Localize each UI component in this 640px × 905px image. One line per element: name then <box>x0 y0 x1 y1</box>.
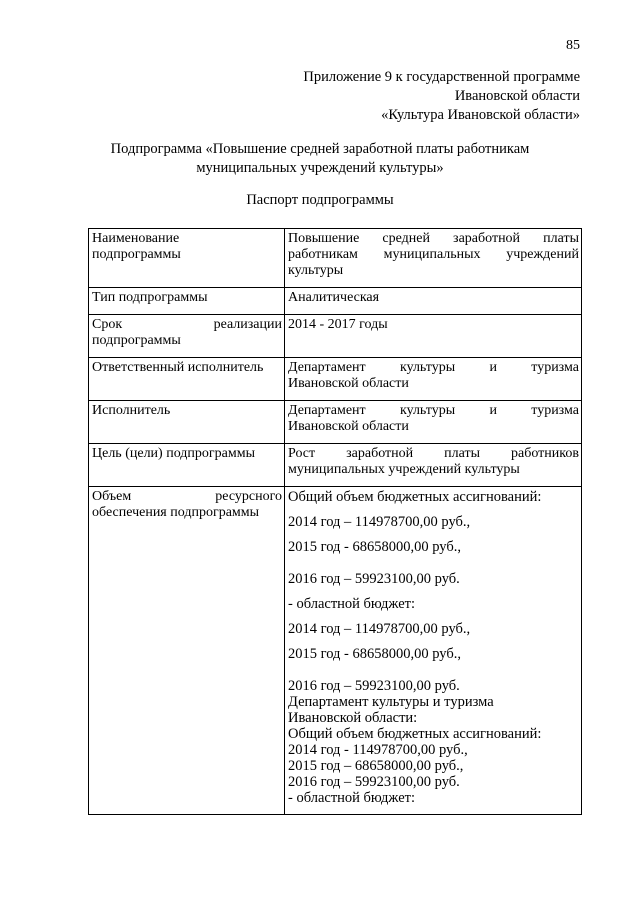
value-line: Повышение средней заработной платы <box>288 231 579 246</box>
passport-table <box>88 228 582 815</box>
label-line: подпрограммы <box>92 333 181 348</box>
funding-line: 2015 год - 68658000,00 руб., <box>288 646 461 662</box>
value-line: Ивановской области <box>288 376 409 391</box>
funding-value <box>285 487 582 815</box>
label-line: Наименование <box>92 231 180 246</box>
subprogram-title-line: Подпрограмма «Повышение средней заработной платы работникам <box>110 141 530 157</box>
label-line: Ответственный исполнитель <box>92 360 264 375</box>
value-line: Департамент культуры и туризма <box>288 403 579 418</box>
value-line: Аналитическая <box>288 290 380 305</box>
row-value <box>285 401 582 444</box>
funding-line: 2015 год - 68658000,00 руб., <box>288 539 461 555</box>
table-row-funding <box>89 487 582 815</box>
funding-line: 2014 год - 114978700,00 руб., <box>288 742 468 758</box>
label-line: Исполнитель <box>92 403 171 418</box>
row-label <box>89 444 285 487</box>
value-line: Рост заработной платы работников <box>288 446 579 461</box>
row-label <box>89 288 285 315</box>
value-line: культуры <box>288 263 344 278</box>
funding-line: - областной бюджет: <box>288 790 416 806</box>
value-line: 2014 - 2017 годы <box>288 317 388 332</box>
funding-line: Ивановской области: <box>288 710 418 726</box>
table-row <box>89 444 582 487</box>
label-line: Объем ресурсного <box>92 489 282 504</box>
funding-line: 2016 год – 59923100,00 руб. <box>288 571 460 587</box>
funding-line: - областной бюджет: <box>288 596 416 612</box>
row-value <box>285 444 582 487</box>
row-value <box>285 229 582 288</box>
subprogram-title <box>60 140 580 178</box>
value-line: муниципальных учреждений культуры <box>288 462 520 477</box>
table-row <box>89 315 582 358</box>
value-line: работникам муниципальных учреждений <box>288 247 579 262</box>
funding-line: 2014 год – 114978700,00 руб., <box>288 621 471 637</box>
label-line: обеспечения подпрограммы <box>92 505 260 520</box>
funding-line: Департамент культуры и туризма <box>288 694 494 710</box>
funding-line: 2015 год – 68658000,00 руб., <box>288 758 464 774</box>
label-line: Срок реализации <box>92 317 282 332</box>
label-line: подпрограммы <box>92 247 181 262</box>
table-row <box>89 358 582 401</box>
funding-line: 2016 год – 59923100,00 руб. <box>288 678 460 694</box>
funding-line: Общий объем бюджетных ассигнований: <box>288 489 542 505</box>
passport-title: Паспорт подпрограммы <box>246 192 394 208</box>
subprogram-title-line: муниципальных учреждений культуры» <box>196 160 444 176</box>
row-label <box>89 315 285 358</box>
funding-line: 2014 год – 114978700,00 руб., <box>288 514 471 530</box>
row-label <box>89 229 285 288</box>
row-value <box>285 358 582 401</box>
row-value <box>285 288 582 315</box>
funding-line: Общий объем бюджетных ассигнований: <box>288 726 542 742</box>
funding-line: 2016 год – 59923100,00 руб. <box>288 774 460 790</box>
appendix-line: Ивановской области <box>454 88 580 104</box>
appendix-line: Приложение 9 к государственной программе <box>303 69 580 85</box>
row-label <box>89 487 285 815</box>
appendix-line: «Культура Ивановской области» <box>381 107 580 123</box>
label-line: Цель (цели) подпрограммы <box>92 446 255 461</box>
row-label <box>89 401 285 444</box>
table-row <box>89 401 582 444</box>
value-line: Ивановской области <box>288 419 409 434</box>
row-value <box>285 315 582 358</box>
appendix-header <box>303 68 580 125</box>
table-row <box>89 288 582 315</box>
label-line: Тип подпрограммы <box>92 290 208 305</box>
page-number: 85 <box>566 38 580 53</box>
value-line: Департамент культуры и туризма <box>288 360 579 375</box>
row-label <box>89 358 285 401</box>
table-row <box>89 229 582 288</box>
